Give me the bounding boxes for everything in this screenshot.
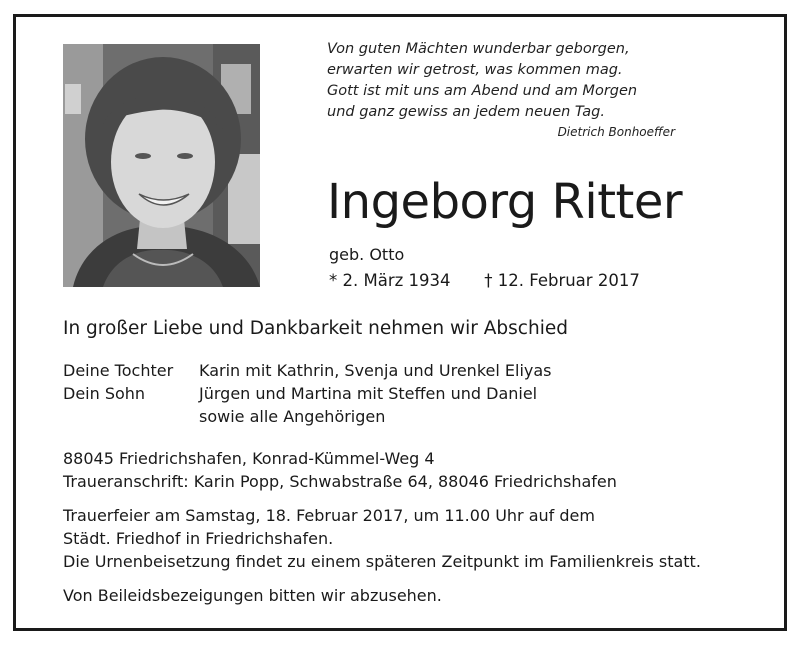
home-address: 88045 Friedrichshafen, Konrad-Kümmel-Weg 4 [63,449,435,468]
address-block [63,447,617,493]
life-dates [329,270,640,292]
mourner-names: sowie alle Angehörigen [199,407,386,426]
mourner-relation: Dein Sohn [63,384,146,403]
ceremony-line: Städt. Friedhof in Friedrichshafen. [63,529,334,548]
farewell-heading: In großer Liebe und Dankbarkeit nehmen wir Abschied [63,318,568,339]
ceremony-block [63,504,701,573]
portrait-photo [63,44,260,287]
quote-line: Gott ist mit uns am Abend und am Morgen [327,83,638,99]
quote-line: Von guten Mächten wunderbar geborgen, [327,41,630,57]
mourner-names: Karin mit Kathrin, Svenja und Urenkel Eliyas [199,361,552,380]
mourner-row [63,382,552,405]
ceremony-line: Die Urnenbeisetzung findet zu einem späteren Zeitpunkt im Familienkreis statt. [63,552,701,571]
deceased-name: Ingeborg Ritter [327,174,683,230]
ceremony-line: Trauerfeier am Samstag, 18. Februar 2017, um 11.00 Uhr auf dem [63,506,595,525]
mourners-list [63,359,552,428]
mourner-names: Jürgen und Martina mit Steffen und Daniel [199,384,538,403]
condolence-note: Von Beileidsbezeigungen bitten wir abzusehen. [63,586,442,605]
death-date: † 12. Februar 2017 [484,271,640,290]
mourning-address: Traueranschrift: Karin Popp, Schwabstraße 64, 88046 Friedrichshafen [63,472,617,491]
mourner-relation: Deine Tochter [63,361,174,380]
quote-line: erwarten wir getrost, was kommen mag. [327,62,623,78]
mourner-row [63,405,552,428]
quote-line: und ganz gewiss an jedem neuen Tag. [327,104,605,120]
birth-name: geb. Otto [329,245,405,264]
bonhoeffer-quote [327,39,687,141]
portrait-image [63,44,260,287]
mourner-relation [63,405,199,428]
mourner-row [63,359,552,382]
birth-date: * 2. März 1934 [329,271,451,290]
quote-author: Dietrich Bonhoeffer [557,125,675,139]
